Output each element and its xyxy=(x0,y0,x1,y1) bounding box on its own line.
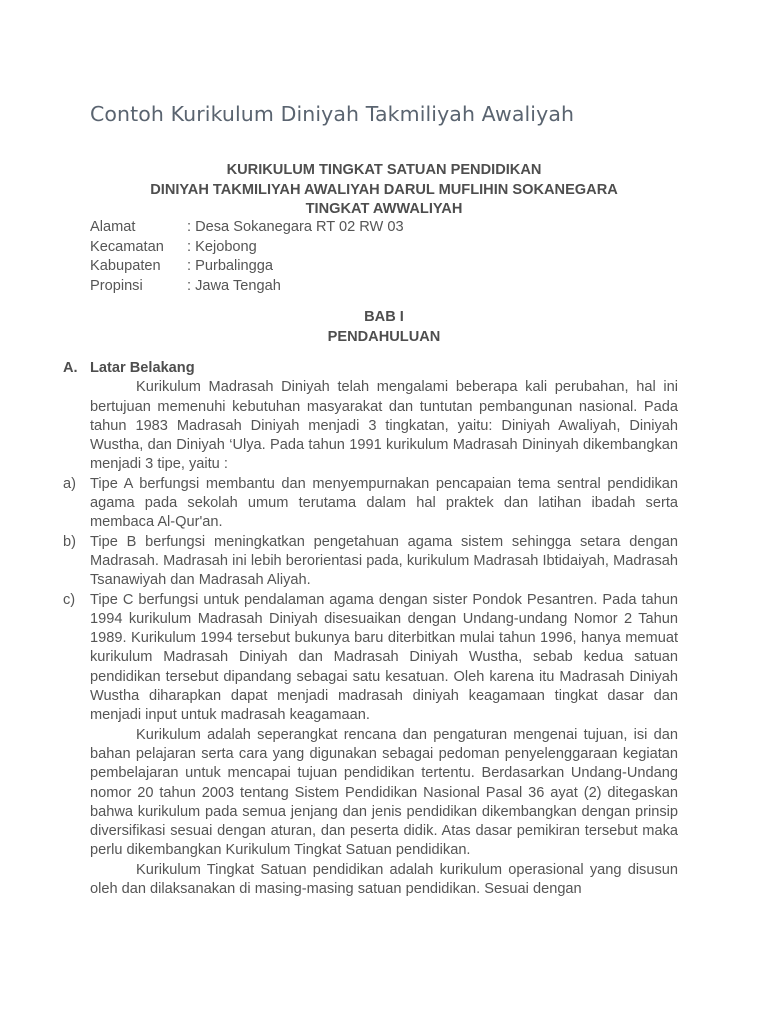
paragraph: Kurikulum Madrasah Diniyah telah mengalami beberapa kali perubahan, hal ini bertujuan memenuhi kebutuhan masyarakat dan tuntutan pembangunan nasional. Pada tahun 1983 Madrasah Diniyah menjadi 3 tingkatan, yaitu: Diniyah Awaliyah, Diniyah Wustha, dan Diniyah ‘Ulya. Pada tahun 1991 kurikulum Madrasah Dininyah dikembangkan menjadi 3 tipe, yaitu : xyxy=(90,379,678,473)
info-label: Alamat xyxy=(90,219,136,235)
school-info xyxy=(90,218,490,296)
section-title: Latar Belakang xyxy=(90,360,195,376)
header-line: DINIYAH TAKMILIYAH AWALIYAH DARUL MUFLIHIN SOKANEGARA xyxy=(150,181,618,198)
list-item xyxy=(63,533,678,591)
list-item-text: Tipe B berfungsi meningkatkan pengetahuan agama sistem sehingga setara dengan Madrasah. Madrasah ini lebih berorientasi pada, kurikulum Madrasah Ibtidaiyah, Madrasah Tsanawiyah dan Madrasah Aliyah. xyxy=(90,533,678,589)
list-item-text: Tipe C berfungsi untuk pendalaman agama dengan sister Pondok Pesantren. Pada tahun 1994 kurikulum Madrasah Diniyah disesuaikan dengan Undang-undang Nomor 2 Tahun 1989. Kurikulum 1994 tersebut bukunya baru diterbitkan mulai tahun 1996, hanya memuat kurikulum Madrasah Diniyah dan Madrasah Diniyah Wustha, sebab kedua satuan pendidikan tersebut dipandang sebagai satu kesatuan. Oleh karena itu Madrasah Diniyah Wustha diharapkan dapat menjadi madrasah diniyah keagamaan tingkat dasar dan menjadi input untuk madrasah keagamaan. xyxy=(90,591,678,724)
list-item-text: Tipe A berfungsi membantu dan menyempurnakan pencapaian tema sentral pendidikan agama pada sekolah umum terutama dalam hal praktek dan latihan ibadah serta membaca Al-Qur'an. xyxy=(90,475,678,531)
chapter-heading xyxy=(90,308,678,347)
chapter-number: BAB I xyxy=(364,309,404,325)
paragraph: Kurikulum adalah seperangkat rencana dan pengaturan mengenai tujuan, isi dan bahan pelajaran serta cara yang digunakan sebagai pedoman penyelenggaraan kegiatan pembelajaran untuk mencapai tujuan pendidikan tertentu. Berdasarkan Undang-Undang nomor 20 tahun 2003 tentang Sistem Pendidikan Nasional Pasal 36 ayat (2) ditegaskan bahwa kurikulum pada semua jenjang dan jenis pendidikan dikembangkan dengan prinsip diversifikasi sesuai dengan aturan, dan peserta didik. Atas dasar pemikiran tersebut maka perlu dikembangkan Kurikulum Tingkat Satuan pendidikan. xyxy=(90,726,678,859)
info-label: Propinsi xyxy=(90,277,143,294)
list-item xyxy=(63,591,678,726)
info-value: : Purbalingga xyxy=(187,258,274,274)
list-marker: a) xyxy=(63,475,76,492)
info-row-kecamatan xyxy=(90,238,490,258)
list-marker: b) xyxy=(63,533,76,550)
header-line: KURIKULUM TINGKAT SATUAN PENDIDIKAN xyxy=(226,162,542,178)
document-body xyxy=(63,359,678,899)
info-row-propinsi xyxy=(90,277,490,297)
paragraph: Kurikulum Tingkat Satuan pendidikan adalah kurikulum operasional yang disusun oleh dan dilaksanakan di masing-masing satuan pendidikan. Sesuai dengan xyxy=(90,861,678,898)
list-marker: c) xyxy=(63,591,76,608)
info-row-alamat xyxy=(90,218,490,238)
header-line: TINGKAT AWWALIYAH xyxy=(305,201,463,217)
info-value: : Kejobong xyxy=(187,238,257,255)
page-title: Contoh Kurikulum Diniyah Takmiliyah Awaliyah xyxy=(90,102,575,126)
info-row-kabupaten xyxy=(90,257,490,277)
info-label: Kabupaten xyxy=(90,258,161,274)
info-value: : Desa Sokanegara RT 02 RW 03 xyxy=(187,219,404,235)
curriculum-header xyxy=(90,161,678,220)
info-value: : Jawa Tengah xyxy=(187,277,281,294)
list-item xyxy=(63,475,678,533)
section-heading xyxy=(63,359,678,378)
section-number: A. xyxy=(63,360,78,376)
info-label: Kecamatan xyxy=(90,238,164,255)
chapter-title: PENDAHULUAN xyxy=(327,328,441,345)
